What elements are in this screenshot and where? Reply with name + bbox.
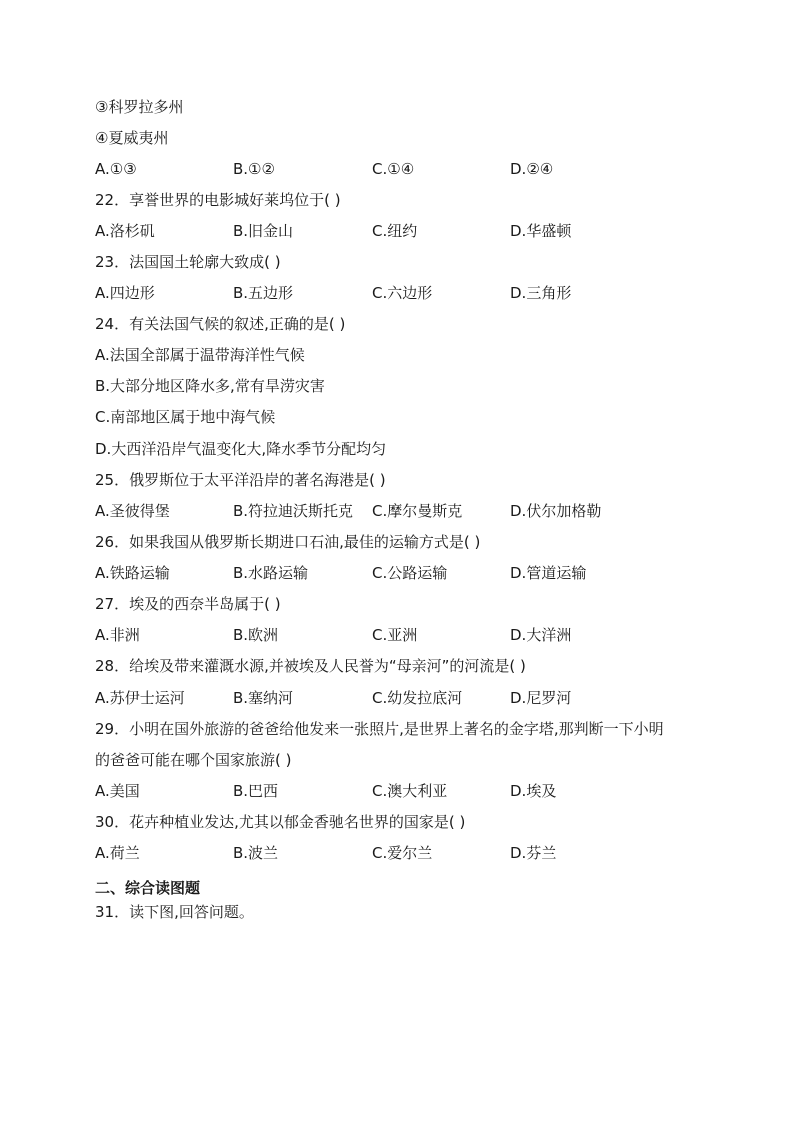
q30-option-b: B.波兰 [233,844,279,862]
q29-stem-line1: 29．小明在国外旅游的爸爸给他发来一张照片,是世界上著名的金字塔,那判断一下小明 [95,720,664,738]
q22-option-a: A.洛杉矶 [95,222,155,240]
q24-stem: 24．有关法国气候的叙述,正确的是( ) [95,315,346,333]
q30-option-a: A.荷兰 [95,844,140,862]
option-line-3: ③科罗拉多州 [95,98,184,116]
q28-option-a: A.苏伊士运河 [95,689,185,707]
q23-option-a: A.四边形 [95,284,155,302]
q26-option-a: A.铁路运输 [95,564,170,582]
option-line-4: ④夏威夷州 [95,129,169,147]
q24-option-c: C.南部地区属于地中海气候 [95,408,276,426]
q23-option-c: C.六边形 [372,284,433,302]
q21-option-a: A.①③ [95,160,137,178]
q27-option-a: A.非洲 [95,626,140,644]
section-heading: 二、综合读图题 [95,879,201,897]
q23-stem: 23．法国国土轮廓大致成( ) [95,253,281,271]
q24-option-d: D.大西洋沿岸气温变化大,降水季节分配均匀 [95,440,387,458]
q21-option-b: B.①② [233,160,275,178]
q29-option-c: C.澳大利亚 [372,782,448,800]
q22-option-b: B.旧金山 [233,222,294,240]
q28-stem: 28．给埃及带来灌溉水源,并被埃及人民誉为“母亲河”的河流是( ) [95,657,526,675]
q25-option-a: A.圣彼得堡 [95,502,170,520]
q28-option-b: B.塞纳河 [233,689,294,707]
q26-option-c: C.公路运输 [372,564,448,582]
q25-option-c: C.摩尔曼斯克 [372,502,463,520]
q25-stem: 25．俄罗斯位于太平洋沿岸的著名海港是( ) [95,471,386,489]
q28-option-c: C.幼发拉底河 [372,689,463,707]
q21-option-d: D.②④ [510,160,554,178]
q26-option-b: B.水路运输 [233,564,309,582]
q23-option-d: D.三角形 [510,284,572,302]
q30-option-c: C.爱尔兰 [372,844,433,862]
q29-option-a: A.美国 [95,782,140,800]
q27-option-b: B.欧洲 [233,626,279,644]
q29-option-b: B.巴西 [233,782,279,800]
q24-option-b: B.大部分地区降水多,常有旱涝灾害 [95,377,325,395]
q27-option-d: D.大洋洲 [510,626,572,644]
q23-option-b: B.五边形 [233,284,294,302]
q24-option-a: A.法国全部属于温带海洋性气候 [95,346,305,364]
q30-option-d: D.芬兰 [510,844,557,862]
q26-option-d: D.管道运输 [510,564,587,582]
q27-stem: 27．埃及的西奈半岛属于( ) [95,595,281,613]
q22-stem: 22．享誉世界的电影城好莱坞位于( ) [95,191,341,209]
q27-option-c: C.亚洲 [372,626,418,644]
q25-option-b: B.符拉迪沃斯托克 [233,502,354,520]
q21-option-c: C.①④ [372,160,415,178]
q31-stem: 31．读下图,回答问题。 [95,903,254,921]
q25-option-d: D.伏尔加格勒 [510,502,602,520]
q30-stem: 30．花卉种植业发达,尤其以郁金香驰名世界的国家是( ) [95,813,466,831]
q29-stem-line2: 的爸爸可能在哪个国家旅游( ) [95,751,292,769]
q29-option-d: D.埃及 [510,782,557,800]
q28-option-d: D.尼罗河 [510,689,572,707]
q22-option-c: C.纽约 [372,222,418,240]
q22-option-d: D.华盛顿 [510,222,572,240]
q26-stem: 26．如果我国从俄罗斯长期进口石油,最佳的运输方式是( ) [95,533,481,551]
